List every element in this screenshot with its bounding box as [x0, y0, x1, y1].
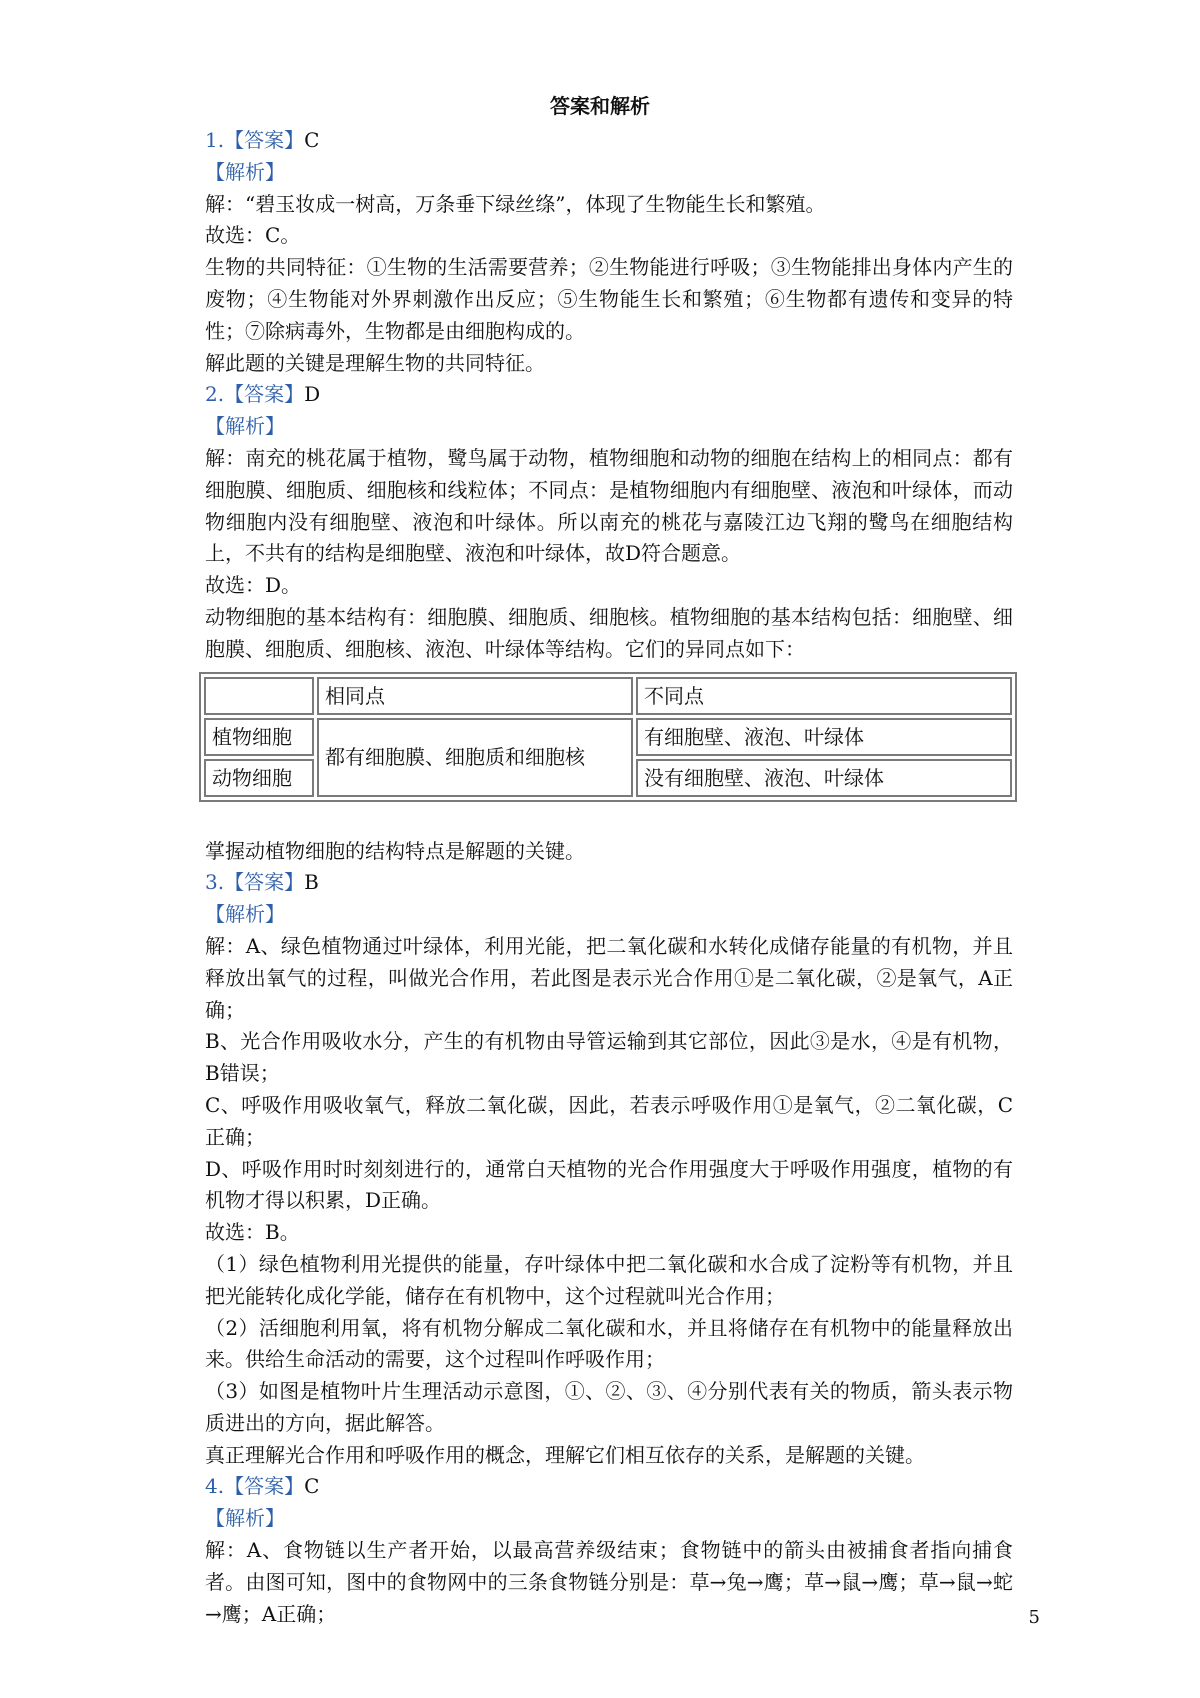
- answer-tag: 【答案】: [224, 1474, 305, 1499]
- answer-heading-q1: [205, 125, 1013, 157]
- paragraph: D、呼吸作用时时刻刻进行的，通常白天植物的光合作用强度大于呼吸作用强度，植物的有机物才得以积累，D正确。: [205, 1156, 1013, 1213]
- analysis-label-q1: 【解析】: [205, 159, 285, 184]
- table-header-cell: 不同点: [636, 677, 1012, 715]
- table-cell: 有细胞壁、液泡、叶绿体: [636, 718, 1012, 756]
- answer-tag: 【答案】: [224, 382, 305, 407]
- table-cell: 没有细胞壁、液泡、叶绿体: [636, 759, 1012, 797]
- answer-value: C: [304, 1474, 320, 1499]
- cell-comparison-table: [199, 672, 1017, 802]
- paragraph: （3）如图是植物叶片生理活动示意图，①、②、③、④分别代表有关的物质，箭头表示物质进出的方向，据此解答。: [205, 1379, 1013, 1435]
- paragraph: C、呼吸作用吸收氧气，释放二氧化碳，因此，若表示呼吸作用①是氧气，②二氧化碳，C正确；: [205, 1092, 1013, 1149]
- paragraph: 解：南充的桃花属于植物，鹭鸟属于动物，植物细胞和动物的细胞在结构上的相同点：都有细胞膜、细胞质、细胞核和线粒体；不同点：是植物细胞内有细胞壁、液泡和叶绿体，而动物细胞内没有细胞壁、液泡和叶绿体。所以南充的桃花与嘉陵江边飞翔的鹭鸟在细胞结构上，不共有的结构是细胞壁、液泡和叶绿体，故D符合题意。: [205, 445, 1013, 566]
- paragraph: 解此题的关键是理解生物的共同特征。: [205, 350, 545, 375]
- answer-value: B: [304, 870, 319, 895]
- paragraph: 动物细胞的基本结构有：细胞膜、细胞质、细胞核。植物细胞的基本结构包括：细胞壁、细胞膜、细胞质、细胞核、液泡、叶绿体等结构。它们的异同点如下：: [205, 604, 1013, 661]
- answer-heading-q4: [205, 1471, 1013, 1503]
- paragraph: 生物的共同特征：①生物的生活需要营养；②生物能进行呼吸；③生物能排出身体内产生的废物；④生物能对外界刺激作出反应；⑤生物能生长和繁殖；⑥生物都有遗传和变异的特性；⑦除病毒外，生物都是由细胞构成的。: [205, 255, 1013, 343]
- answer-heading-q2: [205, 379, 1013, 411]
- table-cell: [204, 677, 314, 715]
- table-cell-shared: 都有细胞膜、细胞质和细胞核: [317, 718, 633, 797]
- table-row: [204, 718, 1012, 756]
- answer-heading-q3: [205, 867, 1013, 899]
- question-number: 4.: [205, 1474, 225, 1499]
- page-title: 答案和解析: [550, 94, 650, 118]
- paragraph: （2）活细胞利用氧，将有机物分解成二氧化碳和水，并且将储存在有机物中的能量释放出来。供给生命活动的需要，这个过程叫作呼吸作用；: [205, 1315, 1013, 1372]
- paragraph: 故选：B。: [205, 1220, 300, 1245]
- paragraph: 解：A、食物链以生产者开始，以最高营养级结束；食物链中的箭头由被捕食者指向捕食者。由图可知，图中的食物网中的三条食物链分别是：草→兔→鹰；草→鼠→鹰；草→鼠→蛇→鹰；A正确；: [205, 1538, 1013, 1626]
- answer-value: D: [304, 382, 321, 407]
- answer-tag: 【答案】: [224, 870, 305, 895]
- paragraph: 掌握动植物细胞的结构特点是解题的关键。: [205, 838, 585, 863]
- paragraph: 故选：D。: [205, 573, 302, 598]
- question-number: 3.: [205, 870, 225, 895]
- table-header-row: [204, 677, 1012, 715]
- table-row-label: 动物细胞: [204, 759, 314, 797]
- analysis-label-q2: 【解析】: [205, 414, 285, 439]
- paragraph: 解：“碧玉妆成一树高，万条垂下绿丝绦”，体现了生物能生长和繁殖。: [205, 191, 826, 216]
- answer-value: C: [304, 128, 320, 152]
- question-number: 1.: [205, 128, 225, 152]
- paragraph: 真正理解光合作用和呼吸作用的概念，理解它们相互依存的关系，是解题的关键。: [205, 1442, 925, 1467]
- analysis-label-q4: 【解析】: [205, 1506, 285, 1531]
- paragraph: B、光合作用吸收水分，产生的有机物由导管运输到其它部位，因此③是水，④是有机物，B错误；: [205, 1029, 1013, 1086]
- analysis-label-q3: 【解析】: [205, 902, 285, 927]
- question-number: 2.: [205, 382, 225, 407]
- paragraph: （1）绿色植物利用光提供的能量，存叶绿体中把二氧化碳和水合成了淀粉等有机物，并且把光能转化成化学能，储存在有机物中，这个过程就叫光合作用；: [205, 1251, 1013, 1308]
- page-number: 5: [1028, 1607, 1040, 1628]
- document-body: [205, 125, 1013, 1630]
- table-row-label: 植物细胞: [204, 718, 314, 756]
- table-header-cell: 相同点: [317, 677, 633, 715]
- answer-tag: 【答案】: [224, 128, 305, 152]
- paragraph: 解：A、绿色植物通过叶绿体，利用光能，把二氧化碳和水转化成储存能量的有机物，并且释放出氧气的过程，叫做光合作用，若此图是表示光合作用①是二氧化碳，②是氧气，A正确；: [205, 933, 1013, 1022]
- paragraph: 故选：C。: [205, 223, 301, 248]
